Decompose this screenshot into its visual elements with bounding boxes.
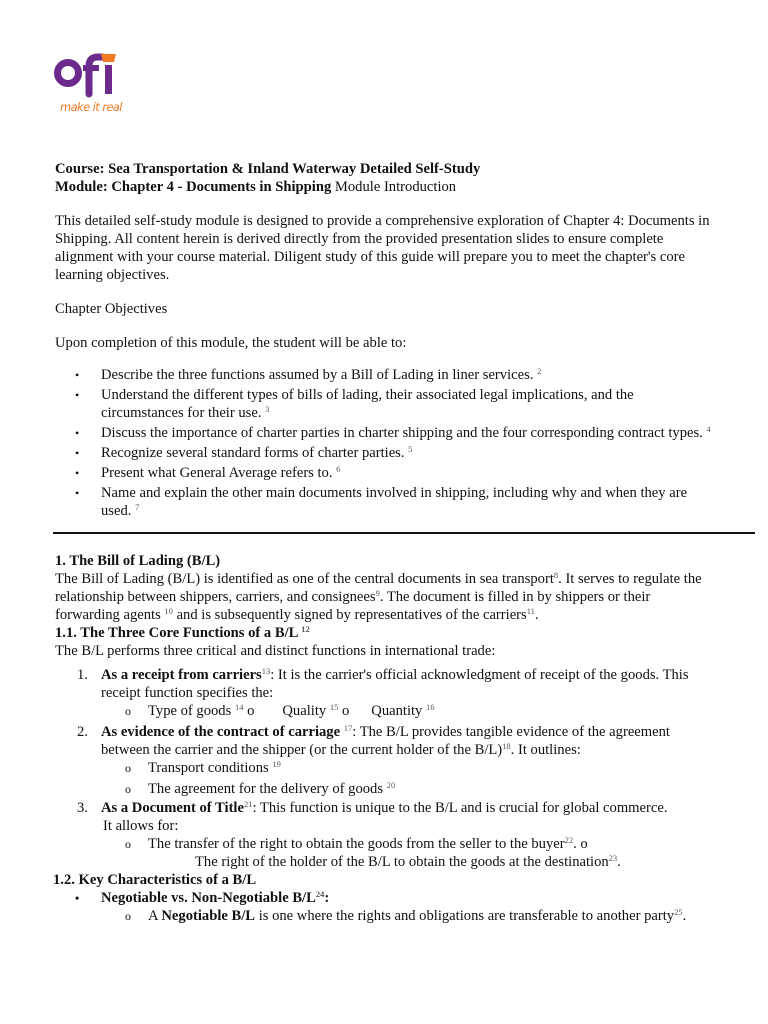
function-title: 3. As a Document of Title$^{21}$: This function is unique to the B/L and is crucial for global commerce. It allows for: o The transfer of the right to obtain the goods from the seller to the buyer$^{22}$. o The right of the holder of the B/L to obtain the goods at the destination$^{23}$.	[55, 799, 715, 871]
title-sublist-item: o The transfer of the right to obtain the goods from the seller to the buyer$^{22}$. o	[125, 835, 588, 852]
logo-tagline: make it real	[60, 100, 122, 114]
module-title: Module: Chapter 4 - Documents in Shipping	[55, 179, 332, 195]
course-title: Course: Sea Transportation & Inland Waterway Detailed Self-Study	[55, 161, 481, 177]
characteristics-list	[55, 889, 715, 907]
document-body	[55, 160, 715, 925]
receipt-sublist: o Type of goods $^{14}$ o Quality $^{15}$ o Quantity $^{16}$	[125, 702, 435, 719]
list-item: • Understand the different types of bills of lading, their associated legal implications, and the circumstances for their use. $^3$	[55, 386, 715, 422]
section-divider	[53, 532, 755, 534]
module-suffix: Module Introduction	[331, 179, 457, 195]
objectives-lead: Upon completion of this module, the student will be able to:	[55, 335, 407, 351]
list-item: • Describe the three functions assumed by a Bill of Lading in liner services. $^2$	[55, 366, 715, 384]
contract-sublist-item: o Transport conditions $^{19}$	[125, 759, 281, 776]
section-1-2-title: 1.2. Key Characteristics of a B/L	[53, 872, 257, 888]
section-1-title: 1. The Bill of Lading (B/L)	[55, 553, 221, 569]
allows-label: It allows for:	[103, 818, 179, 834]
list-item: • Discuss the importance of charter parties in charter shipping and the four corresponding contract types. $^4$	[55, 424, 715, 442]
function-receipt: 1. As a receipt from carriers$^{13}$: It is the carrier's official acknowledgment of receipt of the goods. This receipt function specifies the: o Type of goods $^{14}$ o Quality $^{15}$ o Quantity $^{16}$	[55, 666, 715, 720]
title-sublist-item: The right of the holder of the B/L to obtain the goods at the destination$^{23}$.	[195, 853, 621, 870]
section-1-1-title: 1.1. The Three Core Functions of a B/L $^{12}$	[55, 624, 310, 641]
section-1-paragraph: The Bill of Lading (B/L) is identified as one of the central documents in sea transport$^8$. It serves to regulate the relationship between shippers, carriers, and consignees$^9$. The document is filled in by shippers or their forwarding agents $^{10}$ and is subsequently signed by representatives of the carriers$^{11}$.	[55, 570, 702, 623]
list-item: • Present what General Average refers to. $^6$	[55, 464, 715, 482]
contract-sublist-item: o The agreement for the delivery of goods $^{20}$	[125, 780, 396, 797]
negotiable-definition: o A Negotiable B/L is one where the rights and obligations are transferable to another party$^{25}$.	[125, 907, 687, 924]
module-line	[55, 178, 715, 196]
ofi-logo	[54, 50, 134, 122]
list-item: • Recognize several standard forms of charter parties. $^5$	[55, 444, 715, 462]
function-contract: 2. As evidence of the contract of carriage $^{17}$: The B/L provides tangible evidence of the agreement between the carrier and the shipper (or the current holder of the B/L)$^{18}$. It outlines: o Transport conditions $^{19}$ o The agreement for the delivery of goods $^{20}$	[55, 723, 715, 798]
intro-paragraph: This detailed self-study module is designed to provide a comprehensive exploration of Chapter 4: Documents in Shipping. All content herein is derived directly from the provided presentation slides to ensure complete alignment with your course material. Diligent study of this guide will prepare you to meet the chapter's core learning objectives.	[55, 213, 710, 283]
section-1-1-lead: The B/L performs three critical and distinct functions in international trade:	[55, 643, 496, 659]
objectives-list	[55, 366, 715, 520]
functions-list	[55, 666, 715, 871]
list-item: • Name and explain the other main documents involved in shipping, including why and when they are used. $^7$	[55, 484, 715, 520]
list-item: • Negotiable vs. Non-Negotiable $B/L^{24}$:	[55, 889, 715, 907]
objectives-heading: Chapter Objectives	[55, 301, 168, 317]
course-header	[55, 160, 715, 196]
